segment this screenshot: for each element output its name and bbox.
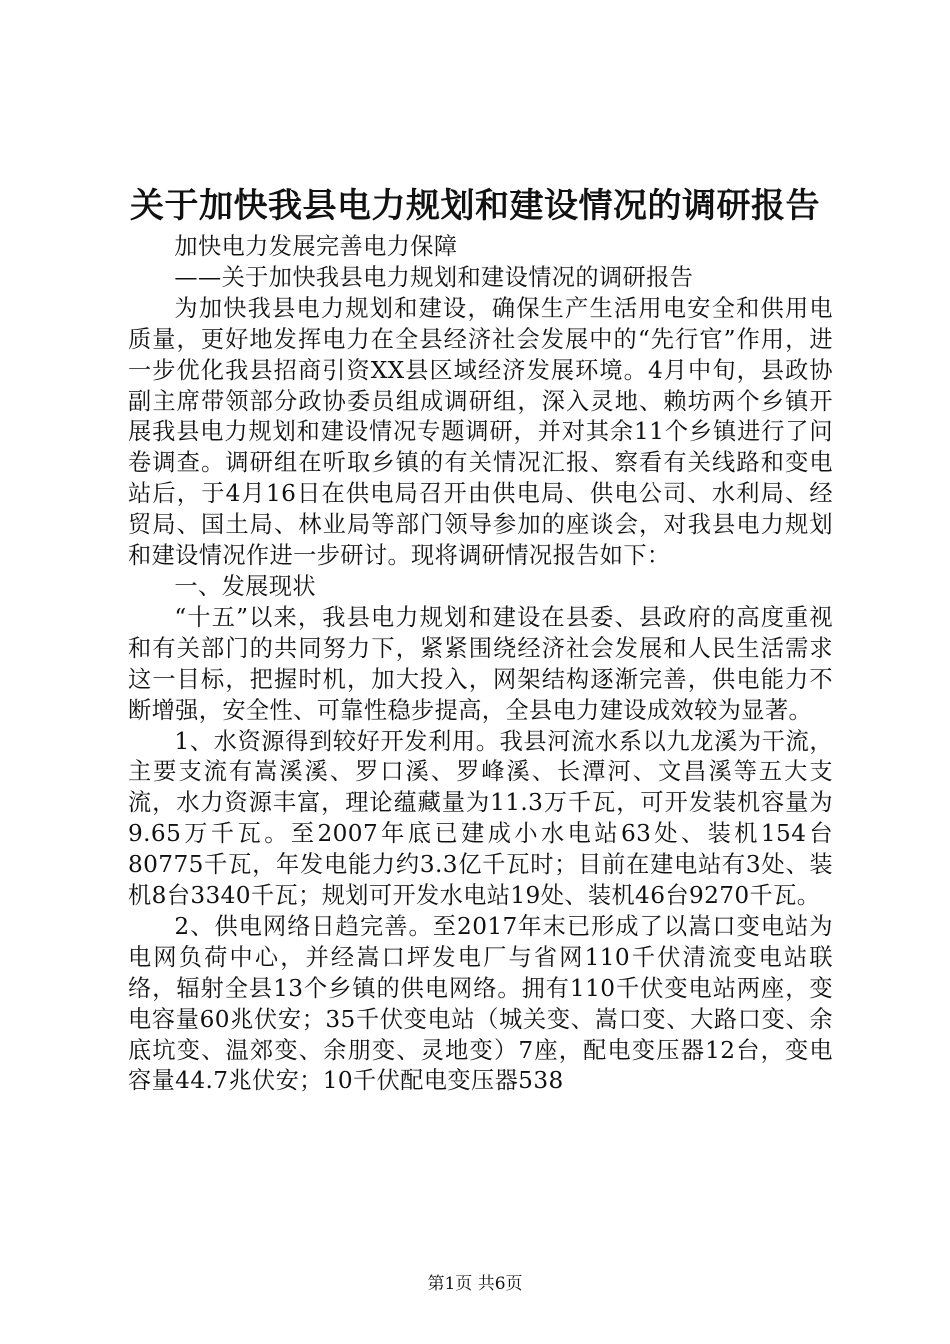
body-paragraph: 1、水资源得到较好开发利用。我县河流水系以九龙溪为干流，主要支流有嵩溪溪、罗口溪、罗峰溪、长潭河、文昌溪等五大支流，水力资源丰富，理论蕴藏量为11.3万千瓦，可开发装机容量为9.65万千瓦。至2007年底已建成小水电站63处、装机154台80775千瓦，年发电能力约3.3亿千瓦时；目前在建电站有3处、装机8台3340千瓦；规划可开发水电站19处、装机46台9270千瓦。 — [128, 727, 833, 910]
body-paragraph: “十五”以来，我县电力规划和建设在县委、县政府的高度重视和有关部门的共同努力下，紧紧围绕经济社会发展和人民生活需求这一目标，把握时机，加大投入，网架结构逐渐完善，供电能力不断增强，安全性、可靠性稳步提高，全县电力建设成效较为显著。 — [128, 603, 833, 724]
page-number-footer: 第1页 共6页 — [427, 1274, 523, 1294]
document-title: 关于加快我县电力规划和建设情况的调研报告 — [130, 186, 820, 226]
document-body — [128, 232, 833, 1097]
body-paragraph: 2、供电网络日趋完善。至2017年末已形成了以嵩口变电站为电网负荷中心，并经嵩口坪发电厂与省网110千伏清流变电站联络，辐射全县13个乡镇的供电网络。拥有110千伏变电站两座，变电容量60兆伏安；35千伏变电站（城关变、嵩口变、大路口变、余底坑变、温郊变、余朋变、灵地变）7座，配电变压器12台，变电容量44.7兆伏安；10千伏配电变压器538 — [128, 912, 833, 1095]
section-heading: 一、发展现状 — [174, 572, 316, 600]
subtitle-line: 加快电力发展完善电力保障 — [174, 233, 458, 260]
subtitle-line: ——关于加快我县电力规划和建设情况的调研报告 — [174, 263, 694, 291]
body-paragraph: 为加快我县电力规划和建设，确保生产生活用电安全和供用电质量，更好地发挥电力在全县经济社会发展中的“先行官”作用，进一步优化我县招商引资XX县区域经济发展环境。4月中旬，县政协副主席带领部分政协委员组成调研组，深入灵地、赖坊两个乡镇开展我县电力规划和建设情况专题调研，并对其余11个乡镇进行了问卷调查。调研组在听取乡镇的有关情况汇报、察看有关线路和变电站后，于4月16日在供电局召开由供电局、供电公司、水利局、经贸局、国土局、林业局等部门领导参加的座谈会，对我县电力规划和建设情况作进一步研讨。现将调研情况报告如下： — [128, 294, 833, 570]
